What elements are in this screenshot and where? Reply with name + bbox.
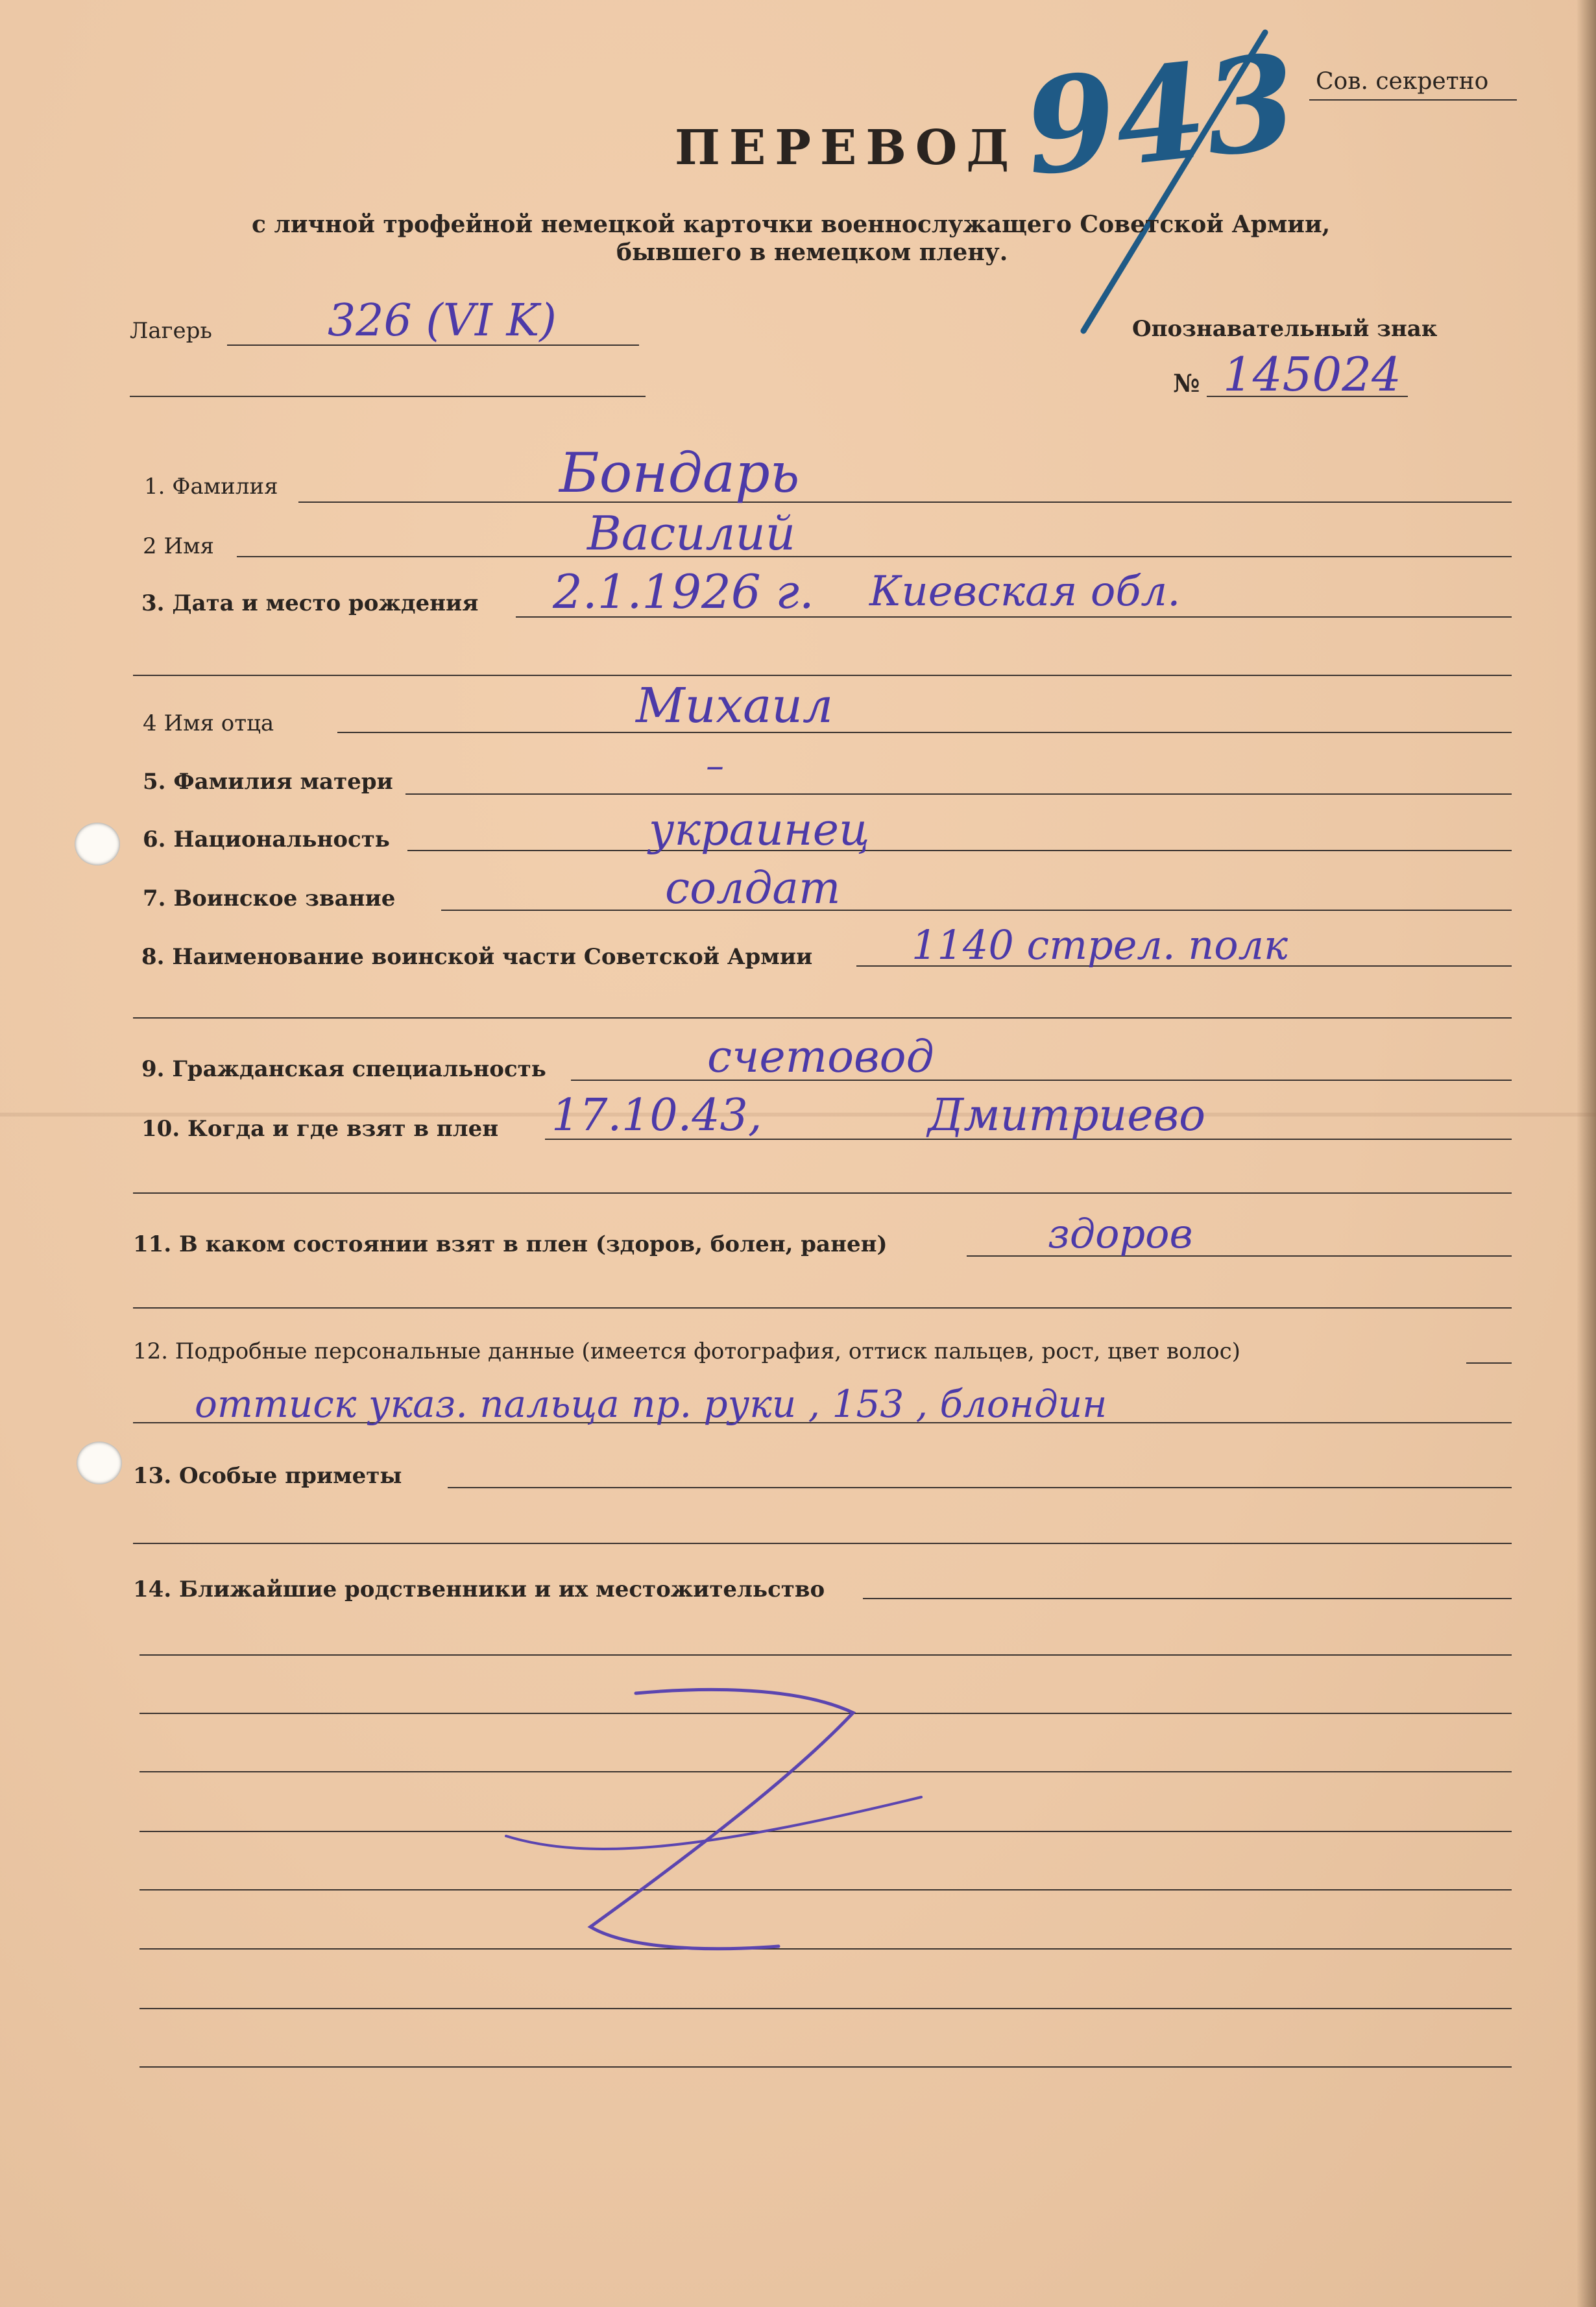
field-3-value-2: Киевская обл.: [869, 568, 1181, 616]
stamp-number: 943: [1017, 25, 1303, 206]
stamp-slash: [1064, 26, 1278, 337]
field-11-line-2: [133, 1307, 1512, 1309]
field-3-label: 3. Дата и место рождения: [141, 590, 479, 616]
field-13-label: 13. Особые приметы: [133, 1463, 402, 1489]
id-tag-number-sign: №: [1173, 368, 1200, 398]
field-11-label: 11. В каком состоянии взят в плен (здоров, болен, ранен): [133, 1231, 888, 1257]
camp-line-2: [130, 396, 646, 397]
field-14-label: 14. Ближайшие родственники и их местожительство: [133, 1576, 825, 1602]
field-7-label: 7. Воинское звание: [143, 886, 396, 912]
field-12-value: оттиск указ. пальца пр. руки , 153 , блондин: [195, 1382, 1107, 1426]
field-6-line: [407, 850, 1512, 851]
field-13-line-2: [133, 1543, 1512, 1544]
field-2-label: 2 Имя: [143, 533, 214, 559]
field-6-label: 6. Национальность: [143, 827, 390, 852]
field-1-line: [298, 501, 1512, 503]
field-5-line: [405, 793, 1512, 795]
field-11-value: здоров: [1048, 1210, 1193, 1257]
field-1-value: Бондарь: [559, 441, 800, 505]
field-14-line-9: [139, 2066, 1512, 2068]
field-7-value: солдат: [665, 863, 841, 914]
classification-label: Сов. секретно: [1316, 68, 1489, 95]
document-title: ПЕРЕВОД: [675, 120, 1019, 176]
classification-underline: [1309, 99, 1517, 101]
field-6-value: украинец: [649, 804, 870, 856]
field-2-value: Василий: [587, 506, 796, 561]
field-9-value: счетовод: [707, 1032, 934, 1083]
field-12-label: 12. Подробные персональные данные (имеется фотография, оттиск пальцев, рост, цвет волос): [133, 1338, 1240, 1364]
document-subtitle-1: с личной трофейной немецкой карточки военнослужащего Советской Армии,: [252, 211, 1331, 238]
field-10-value-2: Дмитриево: [928, 1090, 1206, 1141]
cancellation-z-mark: [493, 1674, 947, 1979]
field-13-line: [448, 1487, 1512, 1488]
field-14-line: [863, 1598, 1512, 1599]
field-3-value: 2.1.1926 г.: [553, 564, 814, 619]
field-14-line-8: [139, 2008, 1512, 2009]
punch-hole-bottom: [77, 1442, 122, 1484]
field-8-line-2: [133, 1017, 1512, 1019]
field-10-value: 17.10.43,: [551, 1090, 762, 1141]
field-3-line-2: [133, 675, 1512, 676]
field-5-label: 5. Фамилия матери: [143, 769, 393, 795]
field-14-line-2: [139, 1654, 1512, 1656]
field-4-label: 4 Имя отца: [143, 710, 274, 736]
field-5-value: –: [706, 745, 724, 787]
field-2-line: [237, 556, 1512, 557]
field-8-value: 1140 стрел. полк: [912, 921, 1288, 969]
id-tag-value: 145024: [1223, 347, 1401, 402]
page-edge-shadow: [1577, 0, 1596, 2307]
field-4-line: [337, 732, 1512, 733]
id-tag-label: Опознавательный знак: [1132, 316, 1438, 342]
camp-label: Лагерь: [130, 318, 212, 344]
field-4-value: Михаил: [636, 678, 834, 734]
document-subtitle-2: бывшего в немецком плену.: [616, 239, 1008, 266]
camp-value: 326 (VI K): [328, 295, 557, 346]
field-10-label: 10. Когда и где взят в плен: [141, 1116, 499, 1142]
punch-hole-top: [75, 823, 120, 865]
field-8-label: 8. Наименование воинской части Советской Армии: [141, 944, 813, 970]
field-9-label: 9. Гражданская специальность: [141, 1056, 546, 1082]
field-12-line-end: [1466, 1362, 1512, 1364]
field-10-line-2: [133, 1192, 1512, 1194]
field-7-line: [441, 910, 1512, 911]
field-1-label: 1. Фамилия: [144, 474, 278, 500]
